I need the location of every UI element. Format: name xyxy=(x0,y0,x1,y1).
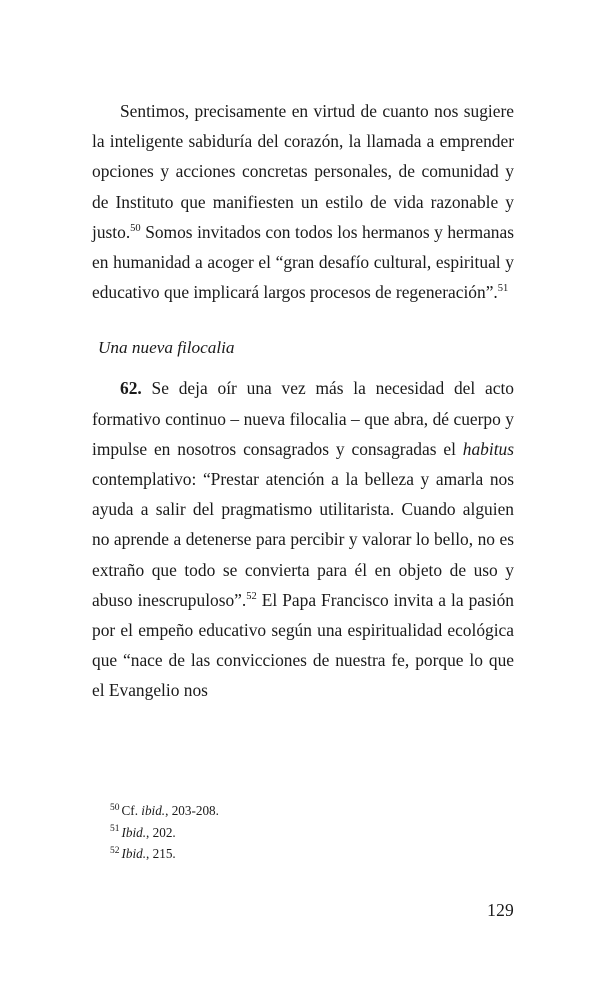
footnote-51 xyxy=(110,822,514,844)
footnote-52-italic: Ibid. xyxy=(121,846,147,861)
paragraph-62 xyxy=(92,373,514,705)
footnote-51-marker: 51 xyxy=(110,824,120,835)
paragraph-61-text-middle: Somos invitados con todos los hermanos y hermanas en humanidad a acoger el “gran desafío cultural, espiritual y educativo que implicará largos procesos de regeneración”. xyxy=(92,221,514,303)
footnote-ref-52: 52 xyxy=(246,591,257,603)
footnote-52-marker: 52 xyxy=(110,845,120,856)
footnote-50-prefix: Cf. xyxy=(121,803,142,818)
paragraph-61-text-before: Sentimos, precisamente en virtud de cuanto nos sugiere la inteligente sabiduría del corazón, la llamada a emprender opciones y acciones concretas personales, de comunidad y de Instituto que manifiesten un estilo de vida razonable y justo. xyxy=(92,101,514,242)
paragraph-62-seg1: Se deja oír una vez más la necesidad del acto formativo continuo – nueva filocalia – que abra, dé cuerpo y impulse en nosotros consagrados y consagradas el xyxy=(92,378,514,459)
footnote-52 xyxy=(110,843,514,865)
paragraph-61 xyxy=(92,96,514,307)
paragraph-62-seg2: contemplativo: “Prestar atención a la belleza y amarla nos ayuda a salir del pragmatismo utilitarista. Cuando alguien no aprende a detenerse para percibir y valorar lo bello, no es extraño que todo se convierta para él en objeto de uso y abuso inescrupuloso”. xyxy=(92,469,514,610)
footnote-51-italic: Ibid. xyxy=(121,824,147,840)
paragraph-62-italic-habitus: habitus xyxy=(462,438,514,459)
footnote-ref-51: 51 xyxy=(497,283,509,295)
section-subheading: Una nueva filocalia xyxy=(98,338,235,358)
footnote-50 xyxy=(110,800,514,822)
paragraph-number: 62. xyxy=(120,378,142,399)
footnote-ref-50: 50 xyxy=(130,223,141,235)
paragraph-62-seg3: El Papa Francisco invita a la pasión por el empeño educativo según una espiritualidad ecológica que “nace de las convicciones de nuestra fe, porque lo que el Evangelio nos xyxy=(92,589,514,701)
footnote-50-marker: 50 xyxy=(110,802,120,813)
page-number: 129 xyxy=(487,900,514,920)
footnote-51-suffix: , 202. xyxy=(146,824,176,840)
footnote-50-suffix: , 203-208. xyxy=(165,803,219,818)
footnote-50-italic: ibid. xyxy=(141,803,166,818)
footnotes-block xyxy=(110,800,514,865)
footnote-52-suffix: , 215. xyxy=(146,846,176,861)
